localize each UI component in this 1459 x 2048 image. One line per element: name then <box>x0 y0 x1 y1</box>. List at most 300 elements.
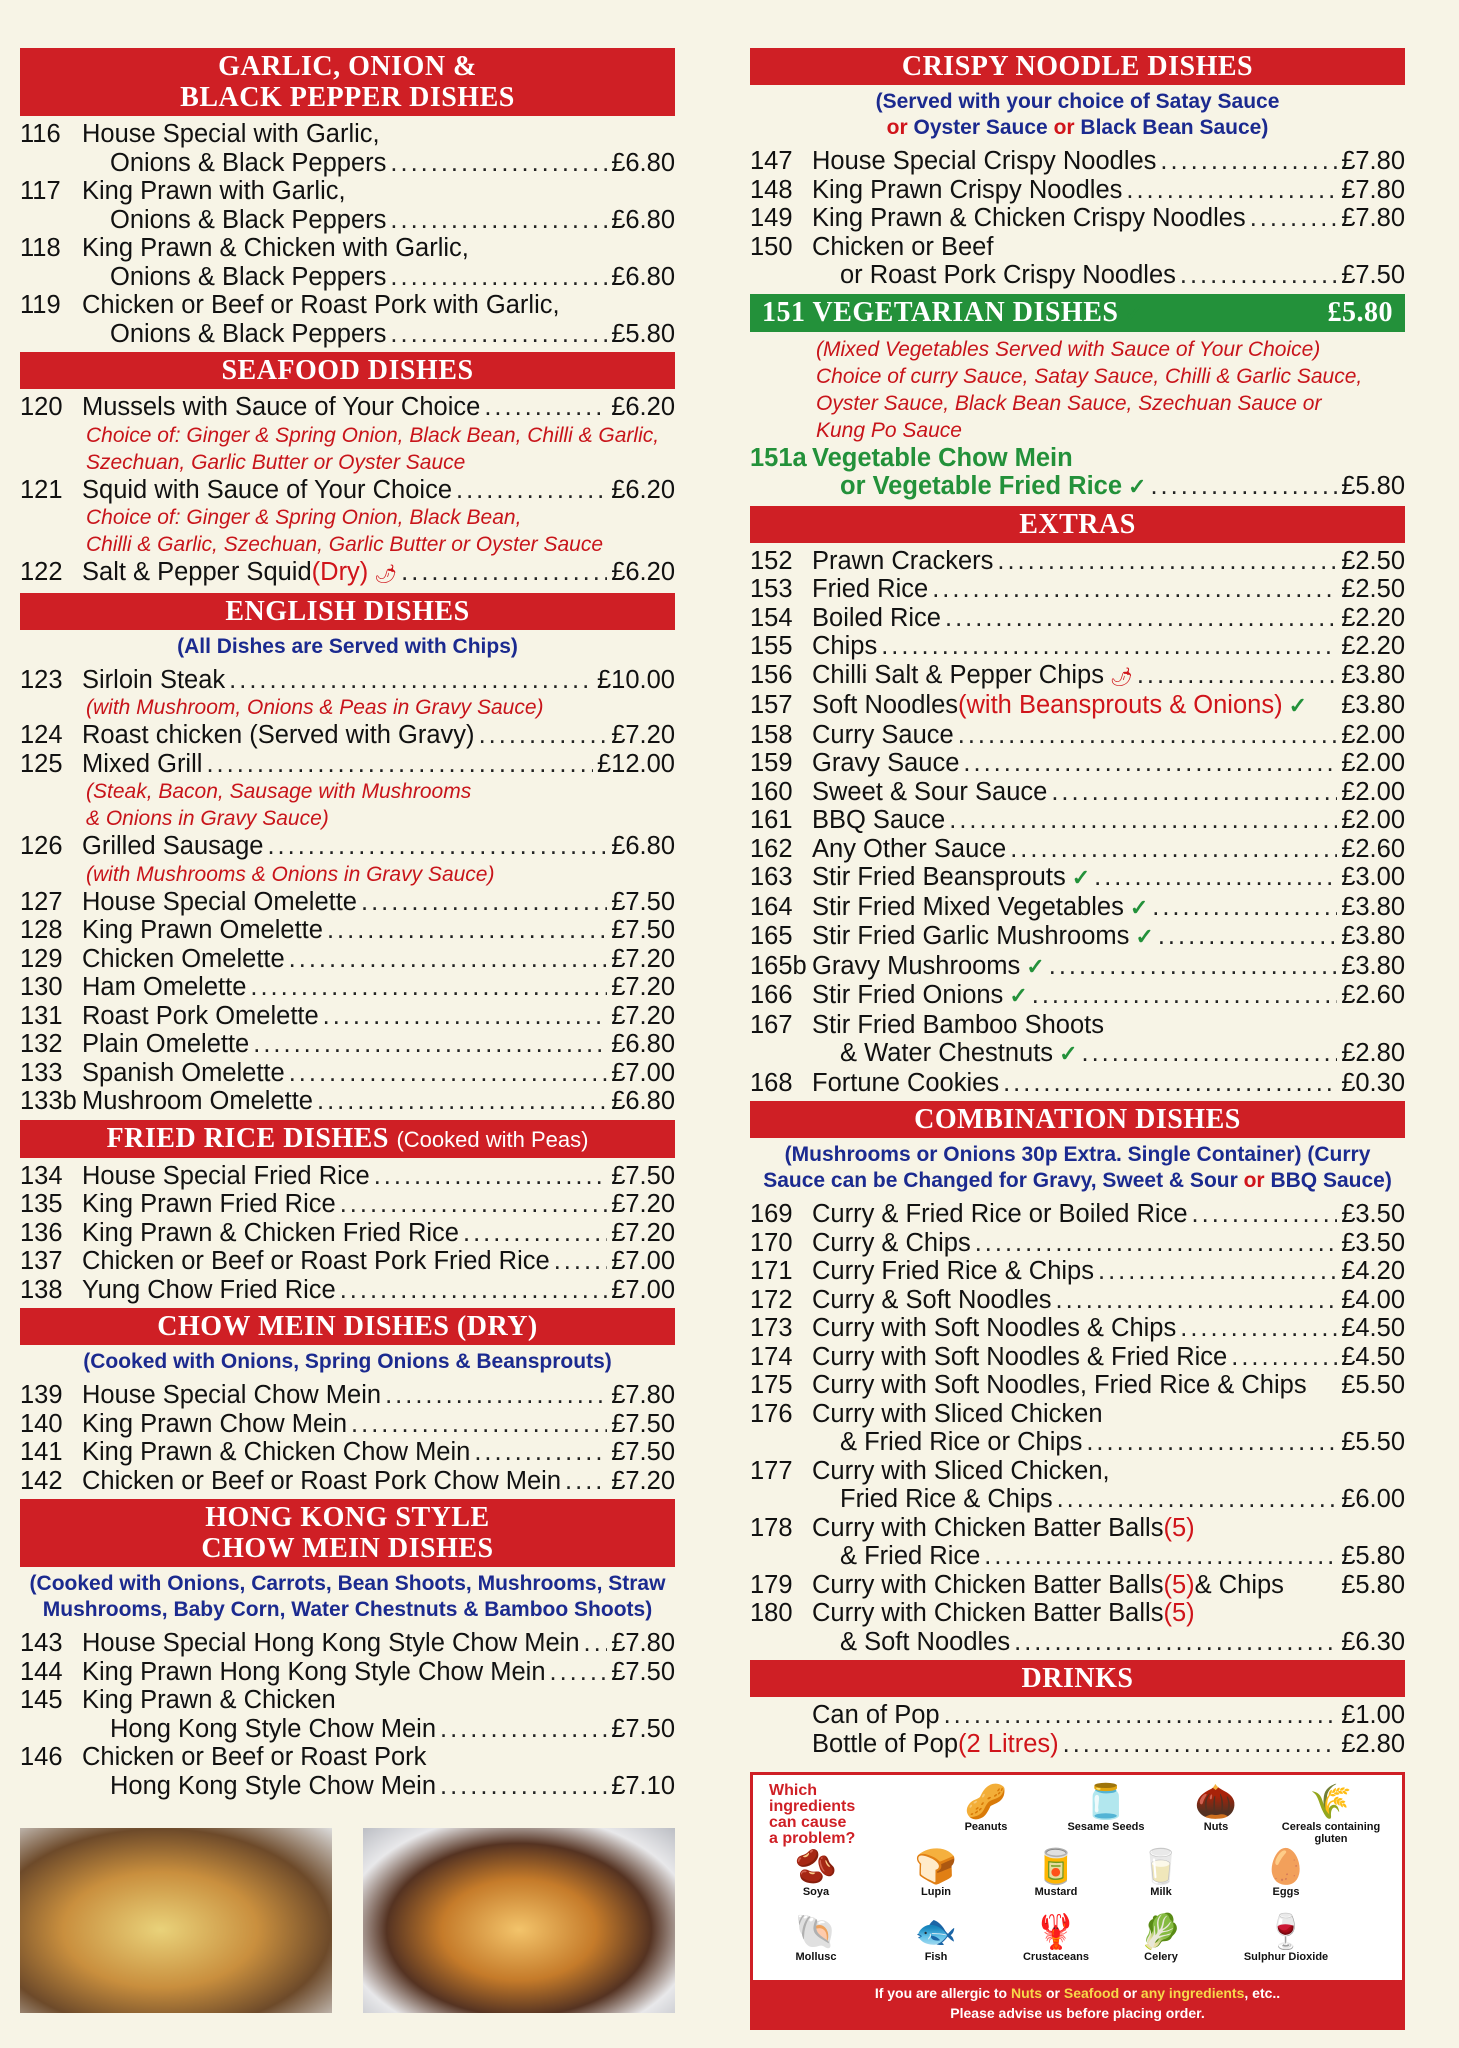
item-line <box>812 981 1405 1011</box>
item-number: 175 <box>750 1371 793 1399</box>
menu-section <box>20 593 675 1116</box>
dot-leader <box>385 1381 607 1410</box>
item-body <box>82 916 675 945</box>
item-name: & Fried Rice or Chips <box>840 1428 1083 1456</box>
item-price: £7.50 <box>611 1161 675 1190</box>
dot-leader <box>945 604 1337 633</box>
menu-section <box>20 1308 675 1495</box>
item-price: £7.20 <box>611 944 675 973</box>
item-number: 132 <box>20 1030 63 1058</box>
subtitle-line <box>750 1142 1405 1168</box>
item-price: £3.80 <box>1341 691 1405 719</box>
item-line <box>812 1514 1405 1543</box>
item-number: 124 <box>20 721 63 749</box>
warning-segment: Please advise us before placing order. <box>950 2005 1205 2021</box>
allergen-item <box>1161 1783 1271 1833</box>
item-line <box>812 806 1405 835</box>
item-price: £3.50 <box>1341 1228 1405 1257</box>
dot-leader <box>340 1190 608 1219</box>
item-line <box>812 1628 1405 1657</box>
item-body <box>812 1069 1405 1098</box>
item-line <box>82 393 675 422</box>
item-note: Choice of: Ginger & Spring Onion, Black Bean, Chilli & Garlic, <box>86 423 660 447</box>
section-title: BLACK PEPPER DISHES <box>180 82 515 113</box>
left-column <box>20 44 675 2013</box>
item-number: 153 <box>750 575 793 603</box>
item-name: Gravy Mushrooms <box>812 951 1021 980</box>
dot-leader <box>1049 952 1337 981</box>
menu-section <box>20 48 675 348</box>
item-line <box>82 1002 675 1031</box>
menu-item <box>750 863 1405 893</box>
item-body <box>812 1011 1405 1069</box>
dot-leader <box>463 1219 607 1248</box>
item-price: £2.00 <box>1341 720 1405 749</box>
dot-leader <box>317 1087 607 1116</box>
item-body <box>812 721 1405 750</box>
section-header <box>20 352 675 389</box>
item-line <box>82 1438 675 1467</box>
item-name: Chips <box>812 632 878 660</box>
item-name: Grilled Sausage <box>82 832 264 860</box>
menu-item <box>20 291 675 348</box>
item-line <box>82 1190 675 1219</box>
item-body <box>812 922 1405 952</box>
item-detail: (2 Litres) <box>958 1729 1059 1758</box>
item-number: 118 <box>20 234 61 262</box>
item-line <box>812 835 1405 864</box>
menu-item <box>750 604 1405 633</box>
allergen-item <box>881 1848 991 1898</box>
item-number: 131 <box>20 1001 63 1030</box>
item-line <box>82 1715 675 1744</box>
item-body <box>812 661 1405 692</box>
item-name: Chilli Salt & Pepper Chips <box>812 660 1104 689</box>
item-number: 122 <box>20 558 63 586</box>
item-number: 158 <box>750 720 793 749</box>
item-price: £6.20 <box>611 558 675 586</box>
item-number: 151a <box>750 443 807 472</box>
dot-leader <box>229 666 593 695</box>
allergen-label: Fish <box>924 1951 948 1963</box>
item-name: Plain Omelette <box>82 1030 250 1058</box>
allergen-item <box>931 1783 1041 1833</box>
note-line: Oyster Sauce, Black Bean Sauce, Szechuan Sauce or <box>816 391 1322 415</box>
item-line <box>82 1658 675 1687</box>
item-number: 136 <box>20 1218 63 1247</box>
item-name: BBQ Sauce <box>812 806 946 834</box>
menu-item <box>20 1219 675 1248</box>
item-price: £4.00 <box>1341 1285 1405 1314</box>
item-name: King Prawn Fried Rice <box>82 1190 336 1218</box>
item-price: £6.80 <box>611 205 675 234</box>
item-line <box>812 1286 1405 1315</box>
item-line <box>812 444 1405 473</box>
item-number: 116 <box>20 120 61 148</box>
section-subtitle <box>750 1142 1405 1194</box>
warning-line <box>753 1983 1402 2003</box>
item-price: £6.20 <box>611 393 675 421</box>
item-body <box>82 1743 675 1800</box>
section-title: ENGLISH DISHES <box>225 595 470 627</box>
item-price: £5.50 <box>1341 1371 1405 1399</box>
chilli-icon: 🌶 <box>374 564 398 584</box>
item-name: House Special Crispy Noodles <box>812 147 1157 175</box>
item-number: 142 <box>20 1466 63 1495</box>
item-price: £1.00 <box>1341 1701 1405 1729</box>
item-body <box>812 1730 1405 1759</box>
item-line <box>812 233 1405 262</box>
item-body <box>812 691 1405 721</box>
item-name: Mushroom Omelette <box>82 1087 313 1115</box>
item-line <box>812 1400 1405 1429</box>
item-line <box>812 1257 1405 1286</box>
item-detail: (Dry) <box>311 558 369 586</box>
menu-item <box>20 393 675 476</box>
item-price: £3.00 <box>1341 863 1405 891</box>
dot-leader <box>474 1438 607 1467</box>
item-number <box>750 1701 812 1730</box>
dot-leader <box>932 575 1337 604</box>
dot-leader <box>958 721 1337 750</box>
item-body <box>812 604 1405 633</box>
item-line <box>812 1069 1405 1098</box>
allergen-label: Nuts <box>1203 1821 1229 1833</box>
item-note: (with Mushrooms & Onions in Gravy Sauce) <box>86 862 495 886</box>
item-line <box>812 778 1405 807</box>
item-number: 139 <box>20 1381 63 1409</box>
item-name: & Fried Rice <box>840 1542 981 1570</box>
item-price: £6.80 <box>611 1030 675 1058</box>
item-price: £7.20 <box>611 1466 675 1495</box>
item-body <box>82 973 675 1002</box>
item-line <box>82 1276 675 1305</box>
item-line <box>82 888 675 917</box>
section-header <box>750 1101 1405 1138</box>
section-header <box>750 48 1405 85</box>
item-body <box>812 1400 1405 1457</box>
item-line <box>82 320 675 349</box>
item-body <box>812 1571 1405 1600</box>
item-name: Curry & Fried Rice or Boiled Rice <box>812 1200 1188 1228</box>
menu-item <box>750 721 1405 750</box>
item-line <box>82 149 675 178</box>
item-line <box>82 263 675 292</box>
item-body <box>82 476 675 559</box>
item-line <box>82 1743 675 1772</box>
allergen-info-box <box>750 1772 1405 2030</box>
dot-leader <box>1003 1069 1337 1098</box>
vegetarian-icon: ✓ <box>1124 300 1144 326</box>
item-body <box>82 393 675 476</box>
item-line <box>812 1485 1405 1514</box>
item-line <box>812 472 1405 502</box>
item-line <box>812 147 1405 176</box>
menu-item <box>20 1162 675 1191</box>
section-subtitle <box>20 1349 675 1375</box>
dot-leader <box>1094 863 1337 892</box>
item-line <box>812 661 1405 692</box>
peanuts-icon: 🥜 <box>964 1783 1008 1821</box>
item-number: 141 <box>20 1438 63 1466</box>
lupin-icon: 🍞 <box>914 1848 958 1886</box>
item-body <box>82 1276 675 1305</box>
dot-leader <box>340 1276 607 1305</box>
menu-section <box>750 1660 1405 1758</box>
item-line <box>812 1343 1405 1372</box>
subtitle-line <box>750 115 1405 141</box>
item-body <box>82 750 675 833</box>
menu-item <box>20 1438 675 1467</box>
allergen-question-line: Which <box>769 1782 817 1799</box>
dot-leader <box>997 547 1337 576</box>
item-price: £10.00 <box>597 665 675 694</box>
section-title: DRINKS <box>1021 1663 1134 1694</box>
item-price: £5.80 <box>1341 1542 1405 1570</box>
dot-leader <box>554 1247 608 1276</box>
item-number: 163 <box>750 863 793 891</box>
item-body <box>82 1059 675 1088</box>
menu-item <box>20 945 675 974</box>
item-line <box>82 1162 675 1191</box>
item-line <box>812 604 1405 633</box>
item-price: £6.80 <box>611 1087 675 1115</box>
mollusc-icon: 🐚 <box>794 1913 838 1951</box>
item-price: £2.20 <box>1341 603 1405 632</box>
dot-leader <box>1137 661 1337 690</box>
menu-item <box>20 750 675 833</box>
dot-leader <box>584 1629 608 1658</box>
item-line <box>82 916 675 945</box>
item-name: Hong Kong Style Chow Mein <box>110 1714 437 1743</box>
warning-segment: , etc.. <box>1244 1985 1281 2001</box>
item-line <box>82 1467 675 1496</box>
item-price: £6.80 <box>611 262 675 291</box>
item-name: Stir Fried Garlic Mushrooms <box>812 922 1130 950</box>
subtitle-segment: or <box>1053 116 1075 139</box>
item-price: £2.60 <box>1341 981 1405 1009</box>
menu-item <box>750 1371 1405 1400</box>
item-body <box>812 893 1405 923</box>
item-number: 176 <box>750 1399 793 1428</box>
subtitle-segment: Sauce can be Changed for Gravy, Sweet & Sour <box>763 1169 1244 1192</box>
item-name: Mixed Grill <box>82 749 203 778</box>
allergen-item <box>1231 1913 1341 1963</box>
subtitle-line: (All Dishes are Served with Chips) <box>177 634 518 658</box>
item-number: 170 <box>750 1228 793 1257</box>
item-name: Chicken or Beef or Roast Pork Fried Rice <box>82 1247 550 1275</box>
vegetarian-icon: ✓ <box>1135 924 1154 949</box>
item-name: Curry with Chicken Batter Balls <box>812 1599 1164 1627</box>
item-number <box>750 1730 812 1759</box>
item-line <box>812 575 1405 604</box>
allergen-question-line: can cause <box>769 1814 847 1831</box>
item-name: Salt & Pepper Squid <box>82 558 312 586</box>
section-header <box>20 1499 675 1567</box>
item-name: Curry & Chips <box>812 1228 971 1257</box>
item-number: 174 <box>750 1342 793 1371</box>
item-line <box>82 1772 675 1801</box>
item-name: Fried Rice <box>812 575 929 603</box>
menu-item <box>20 177 675 234</box>
item-price: £7.50 <box>611 1714 675 1743</box>
item-number: 127 <box>20 887 63 916</box>
menu-item <box>20 1686 675 1743</box>
item-name: King Prawn & Chicken <box>82 1686 336 1714</box>
item-price: £7.50 <box>1341 261 1405 289</box>
item-name: King Prawn & Chicken Fried Rice <box>82 1218 459 1247</box>
menu-item <box>750 691 1405 721</box>
section-title: COMBINATION DISHES <box>914 1104 1241 1135</box>
allergen-label: Cereals containing gluten <box>1281 1821 1381 1845</box>
item-name: Onions & Black Peppers <box>110 262 387 291</box>
menu-item <box>20 1276 675 1305</box>
section-header <box>750 506 1405 543</box>
menu-item <box>20 1743 675 1800</box>
allergen-label: Soya <box>802 1886 830 1898</box>
dot-leader <box>401 558 607 587</box>
item-body <box>82 1686 675 1743</box>
section-title-note: (Cooked with Peas) <box>396 1126 589 1152</box>
item-price: £2.00 <box>1341 749 1405 777</box>
allergen-label: Mollusc <box>795 1951 837 1963</box>
milk-icon: 🥛 <box>1139 1848 1183 1886</box>
item-name: Chicken or Beef or Roast Pork with Garlic, <box>82 291 560 319</box>
menu-item <box>750 1200 1405 1229</box>
item-price: £2.00 <box>1341 777 1405 806</box>
item-price: £2.80 <box>1341 1729 1405 1758</box>
item-body <box>812 863 1405 893</box>
warning-segment: any ingredients <box>1140 1985 1245 2001</box>
item-name-tail: & Chips <box>1194 1570 1284 1599</box>
item-name: King Prawn Omelette <box>82 916 323 944</box>
item-line <box>812 721 1405 750</box>
item-name: Mussels with Sauce of Your Choice <box>82 393 481 421</box>
menu-item <box>750 1400 1405 1457</box>
item-number: 155 <box>750 632 793 660</box>
item-detail: (5) <box>1163 1599 1195 1627</box>
item-line <box>82 1686 675 1715</box>
item-name: Chicken or Beef or Roast Pork Chow Mein <box>82 1466 562 1495</box>
allergen-label: Sulphur Dioxide <box>1243 1951 1329 1963</box>
allergen-item <box>1106 1913 1216 1963</box>
item-price: £5.80 <box>1341 1570 1405 1599</box>
item-line <box>82 973 675 1002</box>
item-number: 117 <box>20 177 61 205</box>
menu-section <box>750 294 1405 502</box>
item-body <box>812 1514 1405 1571</box>
nuts-icon: 🌰 <box>1194 1783 1238 1821</box>
item-line <box>82 1059 675 1088</box>
item-name: Curry with Chicken Batter Balls <box>812 1570 1164 1599</box>
dot-leader <box>267 832 607 861</box>
menu-item <box>20 973 675 1002</box>
dot-leader <box>944 1701 1338 1730</box>
item-number: 178 <box>750 1513 793 1542</box>
item-name: Stir Fried Bamboo Shoots <box>812 1010 1104 1039</box>
item-price: £7.80 <box>611 1381 675 1409</box>
item-price: £2.50 <box>1341 546 1405 575</box>
food-photos <box>20 1828 675 2013</box>
eggs-icon: 🥚 <box>1264 1848 1308 1886</box>
item-body <box>812 233 1405 290</box>
section-subtitle <box>20 1571 675 1623</box>
item-price: £2.00 <box>1341 806 1405 834</box>
section-title: CHOW MEIN DISHES <box>201 1533 494 1564</box>
subtitle-segment: (Mushrooms or Onions 30p Extra. Single Container) (Curry <box>784 1143 1371 1166</box>
menu-item <box>750 806 1405 835</box>
item-body <box>82 1247 675 1276</box>
dot-leader <box>289 1059 607 1088</box>
item-line <box>812 632 1405 661</box>
menu-item <box>20 832 675 888</box>
item-number: 123 <box>20 665 63 694</box>
item-body <box>82 1658 675 1687</box>
dot-leader <box>390 149 607 178</box>
item-number: 129 <box>20 944 63 973</box>
item-line <box>812 261 1405 290</box>
dot-leader <box>975 1229 1337 1258</box>
dot-leader <box>323 1002 608 1031</box>
item-number: 169 <box>750 1200 793 1228</box>
item-body <box>812 1257 1405 1286</box>
item-price: £7.50 <box>611 916 675 944</box>
item-body <box>82 1162 675 1191</box>
item-number: 133 <box>20 1058 63 1087</box>
item-name: Onions & Black Peppers <box>110 319 387 348</box>
menu-item <box>750 893 1405 923</box>
item-number: 179 <box>750 1570 793 1599</box>
item-number: 150 <box>750 232 793 261</box>
item-price: £4.20 <box>1341 1257 1405 1285</box>
item-body <box>82 1629 675 1658</box>
item-line <box>82 666 675 695</box>
item-line <box>812 1457 1405 1486</box>
menu-item <box>750 952 1405 982</box>
item-note: Szechuan, Garlic Butter or Oyster Sauce <box>86 450 466 474</box>
dot-leader <box>206 750 593 779</box>
item-line <box>82 177 675 206</box>
menu-section <box>20 352 675 589</box>
dot-leader <box>484 393 607 422</box>
allergen-label: Peanuts <box>964 1821 1008 1833</box>
menu-item <box>20 1030 675 1059</box>
item-price: £7.00 <box>611 1058 675 1087</box>
menu-item <box>750 749 1405 778</box>
item-number: 165b <box>750 951 807 980</box>
allergen-item <box>881 1913 991 1963</box>
item-line <box>82 1410 675 1439</box>
item-body <box>812 547 1405 576</box>
dot-leader <box>1180 261 1337 290</box>
dot-leader <box>1126 176 1337 205</box>
item-line <box>812 547 1405 576</box>
menu-item <box>20 558 675 589</box>
section-title: GARLIC, ONION & <box>218 51 477 82</box>
dot-leader <box>250 973 607 1002</box>
menu-item <box>750 1314 1405 1343</box>
allergen-label: Sesame Seeds <box>1067 1821 1145 1833</box>
item-number: 130 <box>20 973 63 1001</box>
menu-item <box>20 1658 675 1687</box>
item-name: House Special with Garlic, <box>82 120 380 148</box>
warning-segment: or <box>1042 1985 1064 2001</box>
item-body <box>82 1087 675 1116</box>
item-note: (with Mushroom, Onions & Peas in Gravy Sauce) <box>86 696 544 719</box>
section-header <box>20 48 675 116</box>
menu-section <box>20 1499 675 1800</box>
item-name: Gravy Sauce <box>812 749 960 777</box>
